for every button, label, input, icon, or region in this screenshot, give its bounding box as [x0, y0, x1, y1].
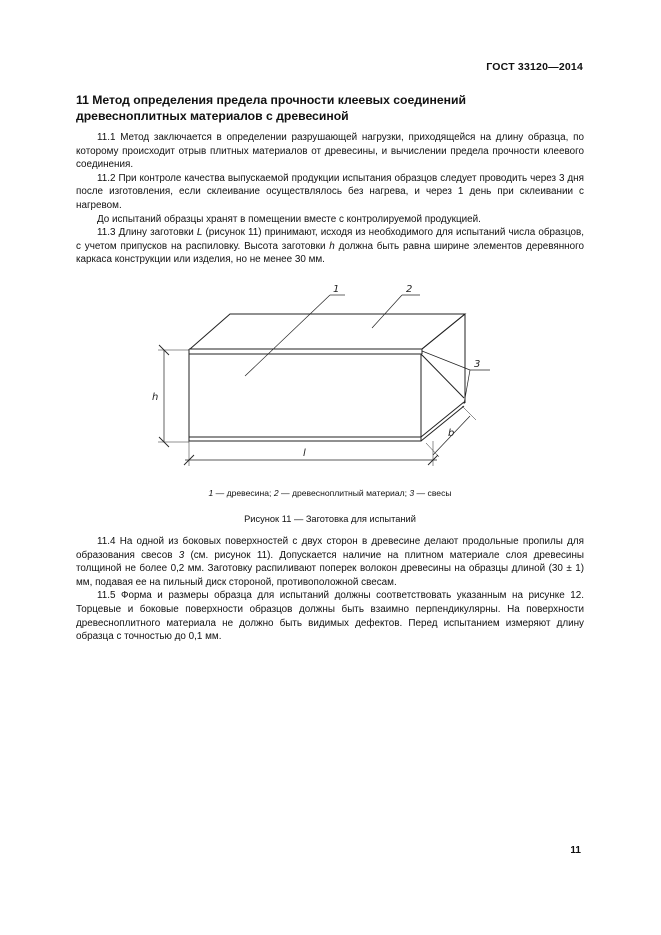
legend-num-3: 3: [409, 488, 415, 498]
dim-label-l: l: [303, 448, 306, 459]
paragraph-11-3-part-b: (рисунок 11) принимают, исходя из необходимого для испытаний числа образцов, с учетом припусков на распиловку. Высота заготовки: [76, 227, 584, 252]
variable-h: h: [329, 240, 335, 252]
leader-3a: [422, 351, 470, 370]
legend-text-1: — древесина;: [213, 488, 274, 498]
page-number: 11: [570, 845, 581, 856]
paragraph-11-3-part-c: должна быть равна ширине элементов деревянного каркаса конструкции или изделия, но не менее 30 мм.: [76, 240, 584, 266]
body-text-top: [76, 131, 584, 267]
dim-label-b: b: [448, 428, 455, 439]
paragraph-11-3-part-a: 11.3 Длину заготовки: [97, 227, 197, 239]
paragraph-11-4-part-b: (см. рисунок 11). Допускается наличие на плитном материале слоя древесины толщиной не более 0,2 мм. Заготовку распиливают поперек волокон древесины на образцы длиной (30 ± 1) мм, подавая ее на пильный диск стороной, противоположной свесам.: [76, 549, 584, 588]
paragraph-11-2: 11.2 При контроле качества выпускаемой продукции испытания образцов следует проводить через 3 дня после изготовления, если склеивание осуществлялось без нагрева, и через 1 день при склеивании с нагревом.: [76, 172, 584, 211]
legend-num-2: 2: [273, 488, 279, 498]
dim-label-h: h: [152, 392, 159, 403]
paragraph-11-1: 11.1 Метод заключается в определении разрушающей нагрузки, приходящейся на длину образца, по которому происходит отрыв плитных материалов от древесины, и вычислении предела прочности клеевого соединения.: [76, 132, 584, 171]
section-title: 11 Метод определения предела прочности клеевых соединений древесноплитных материалов с древесиной: [76, 93, 466, 123]
callout-3: 3: [474, 359, 481, 370]
paragraph-storage: До испытаний образцы хранят в помещении вместе с контролируемой продукцией.: [97, 213, 481, 225]
figure-caption: Рисунок 11 — Заготовка для испытаний: [244, 514, 416, 524]
standard-code: ГОСТ 33120—2014: [486, 61, 583, 73]
leader-2: [372, 295, 402, 328]
variable-L: L: [196, 227, 203, 239]
blank-sketch: [140, 278, 500, 473]
front-face: [189, 354, 421, 441]
callout-2: 2: [406, 284, 413, 295]
paragraph-11-5: 11.5 Форма и размеры образца для испытаний должны соответствовать указанным на рисунке 12. Торцевые и боковые поверхности образцов должны быть взаимно перпендикулярны. На поверхности древесноплитного материала не должно быть видимых дефектов. Перед испытанием измеряют длину образца с точностью до 0,1 мм.: [76, 590, 584, 643]
legend-text-2: — древесноплитный материал;: [278, 488, 410, 498]
legend-text-3: — свесы: [414, 488, 452, 498]
figure-11-drawing: [140, 278, 500, 473]
variable-3: 3: [178, 549, 185, 561]
leader-1: [245, 295, 330, 376]
paragraph-11-4: [76, 535, 584, 589]
top-face: [190, 314, 465, 349]
body-text-bottom: [76, 535, 584, 644]
callout-1: 1: [333, 284, 340, 295]
paragraph-11-3: [76, 226, 584, 267]
figure-legend: [76, 488, 584, 498]
paragraph-11-4-part-a: 11.4 На одной из боковых поверхностей с двух сторон в древесине делают продольные пропилы для образования свесов: [76, 536, 584, 561]
legend-num-1: 1: [208, 488, 214, 498]
